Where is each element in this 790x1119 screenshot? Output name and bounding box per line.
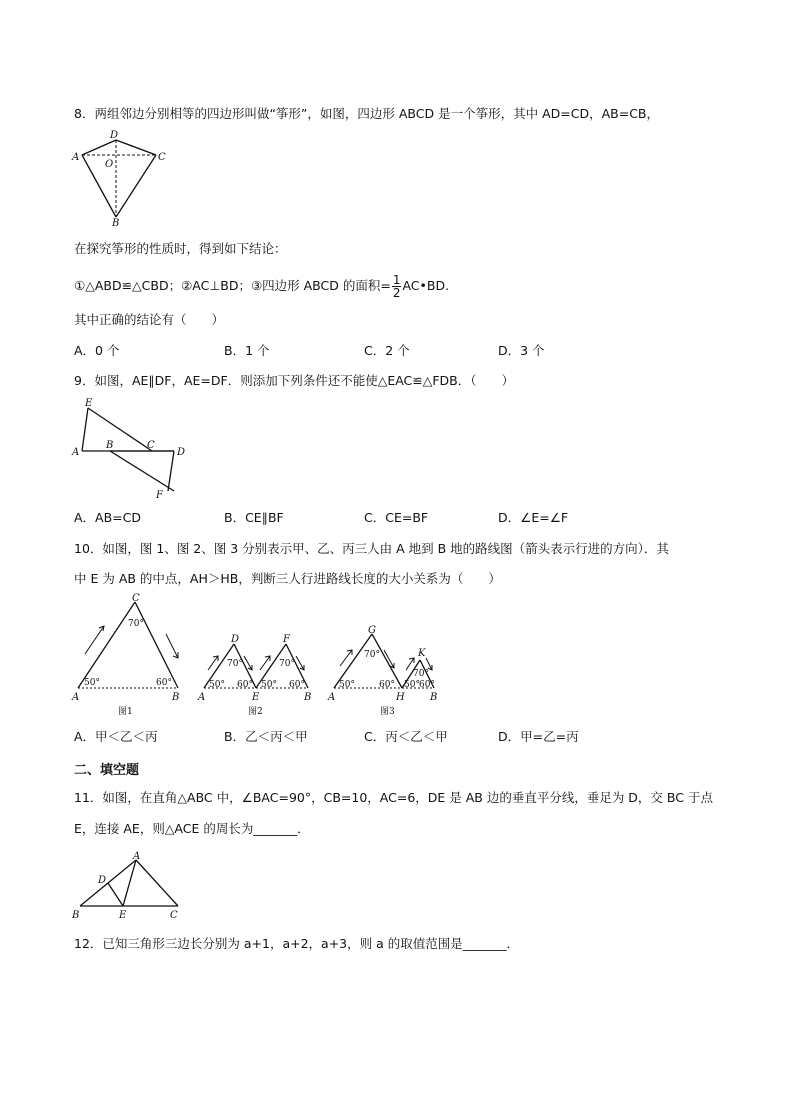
q8-option-a: A．0 个 [74, 343, 120, 358]
q11-line1: 11．如图，在直角△ABC 中，∠BAC=90°，CB=10，AC=6，DE 是 AB 边的垂直平分线，垂足为 D，交 BC 于点 [74, 790, 713, 805]
q10-option-c: C．丙＜乙＜甲 [364, 729, 448, 744]
q10-f1-label-a: A [72, 692, 80, 703]
q9-label-d: D [177, 447, 186, 458]
q10-option-d: D．甲=乙=丙 [498, 729, 579, 744]
q10-f3-label-g: G [368, 625, 376, 636]
q8-line3-post: AC•BD. [402, 278, 450, 293]
q8-option-b: B．1 个 [224, 343, 270, 358]
q9-label-b: B [106, 440, 114, 451]
q10-figure-1 [70, 594, 190, 720]
q9-option-a: A．AB=CD [74, 510, 142, 525]
q8-label-d: D [110, 130, 119, 141]
q10-f2-angle-70b: 70° [279, 659, 295, 669]
q10-f2-angle-50b: 50° [261, 680, 277, 690]
q11-label-a: A [133, 851, 141, 862]
q10-f3-angle-70a: 70° [364, 650, 380, 660]
q9-option-b: B．CE∥BF [224, 510, 284, 525]
q9-label-e: E [85, 398, 93, 409]
q10-f2-angle-70a: 70° [227, 659, 243, 669]
q8-stem: 8．两组邻边分别相等的四边形叫做“筝形”，如图，四边形 ABCD 是一个筝形，其中 AD=CD，AB=CB， [74, 106, 659, 121]
q10-figure-2 [196, 630, 320, 720]
q10-option-a: A．甲＜乙＜丙 [74, 729, 158, 744]
q8-option-c: C．2 个 [364, 343, 410, 358]
q10-f2-angle-60a: 60° [237, 680, 253, 690]
q9-figure [70, 396, 190, 502]
q10-f2-angle-50a: 50° [209, 680, 225, 690]
q10-f2-angle-60b: 60° [289, 680, 305, 690]
q10-f1-caption: 图1 [118, 707, 133, 717]
q8-label-o: O [105, 159, 114, 170]
q10-f1-angle-70: 70° [128, 619, 144, 629]
q8-label-a: A [72, 152, 80, 163]
q8-option-d: D．3 个 [498, 343, 545, 358]
q10-f3-angle-50a: 50° [339, 680, 355, 690]
q10-f3-label-h: H [396, 692, 405, 703]
q8-line2: 在探究筝形的性质时，得到如下结论： [74, 241, 287, 256]
q10-f3-angle-70b: 70° [413, 669, 429, 679]
q10-f2-label-d: D [231, 634, 240, 645]
q11-label-e: E [119, 910, 127, 921]
q10-figure-3 [326, 624, 446, 720]
q9-label-c: C [147, 440, 155, 451]
q10-f3-label-k: K [418, 648, 426, 659]
q10-f3-label-b: B [430, 692, 438, 703]
q11-label-d: D [98, 875, 107, 886]
q10-line2: 中 E 为 AB 的中点，AH＞HB，判断三人行进路线长度的大小关系为（ ） [74, 571, 501, 586]
q10-line1: 10．如图，图 1、图 2、图 3 分别表示甲、乙、丙三人由 A 地到 B 地的路线图（箭头表示行进的方向）．其 [74, 541, 669, 556]
q10-f2-label-f: F [283, 634, 290, 645]
q8-line4: 其中正确的结论有（ ） [74, 312, 225, 327]
q12-line1: 12．已知三角形三边长分别为 a+1，a+2，a+3，则 a 的取值范围是_______． [74, 936, 519, 951]
q8-line3 [74, 270, 449, 302]
q10-f1-angle-60: 60° [156, 678, 172, 688]
q8-label-b: B [112, 218, 120, 229]
q10-f2-label-b: B [304, 692, 312, 703]
q10-option-b: B．乙＜丙＜甲 [224, 729, 308, 744]
q10-f1-angle-50: 50° [84, 678, 100, 688]
q10-f2-label-a: A [198, 692, 206, 703]
q8-frac-den: 2 [392, 286, 401, 300]
section-heading-fill-in: 二、填空题 [74, 763, 140, 778]
q11-label-c: C [170, 910, 178, 921]
q9-label-f: F [156, 490, 163, 501]
q10-f3-caption: 图3 [380, 707, 395, 717]
q11-figure [70, 850, 190, 922]
q8-kite-figure [70, 128, 170, 229]
q10-f1-label-b: B [172, 692, 180, 703]
q10-f3-angle-50b: 50° [404, 680, 420, 690]
q11-line2: E，连接 AE，则△ACE 的周长为_______． [74, 821, 310, 836]
q9-label-a: A [72, 447, 80, 458]
q8-frac-num: 1 [392, 273, 401, 287]
q10-f3-label-a: A [328, 692, 336, 703]
q10-f3-angle-60a: 60° [379, 680, 395, 690]
q9-stem: 9．如图，AE∥DF，AE=DF．则添加下列条件还不能使△EAC≌△FDB．（ ） [74, 373, 515, 388]
q10-f2-label-e: E [252, 692, 260, 703]
q10-f3-angle-60b: 60° [419, 680, 435, 690]
q9-option-d: D．∠E=∠F [498, 510, 569, 525]
q8-line3-pre: ①△ABD≌△CBD；②AC⊥BD；③四边形 ABCD 的面积= [74, 278, 391, 293]
q11-label-b: B [72, 910, 80, 921]
q10-f1-label-c: C [132, 593, 140, 604]
q9-option-c: C．CE=BF [364, 510, 429, 525]
q10-f2-caption: 图2 [248, 707, 263, 717]
q8-fraction [392, 274, 402, 299]
q8-label-c: C [158, 152, 166, 163]
